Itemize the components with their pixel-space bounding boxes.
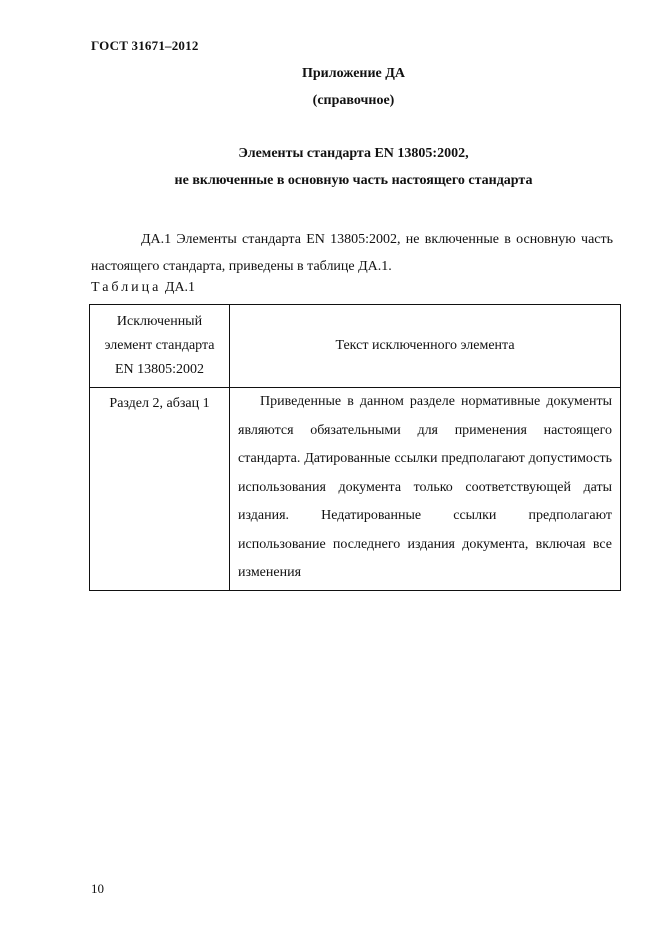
table-header-row [90, 305, 621, 388]
section-heading-line-2: не включенные в основную часть настоящего стандарта [174, 173, 533, 188]
row-element-cell: Раздел 2, абзац 1 [90, 388, 230, 591]
intro-paragraph-text: ДА.1 Элементы стандарта EN 13805:2002, не включенные в основную часть настоящего стандарта, приведены в таблице ДА.1. [91, 232, 613, 274]
table-row [90, 388, 621, 591]
appendix-subtitle: (справочное) [312, 93, 395, 108]
header-col1-line2: элемент стандарта [104, 338, 215, 353]
header-col1-line1: Исключенный [116, 314, 203, 329]
row-text-cell [230, 388, 621, 591]
excluded-elements-table [89, 304, 621, 591]
section-heading-line-1: Элементы стандарта EN 13805:2002, [238, 146, 469, 161]
table-caption-word: Таблица [91, 280, 162, 295]
table-caption-id: ДА.1 [164, 280, 196, 295]
row-text: Приведенные в данном разделе нормативные документы являются обязательными для применения настоящего стандарта. Датированные ссылки предполагают допустимость использования документа только соответствующей даты издания. Недатированные ссылки предполагают использование последнего издания документа, включая все изменения [238, 394, 612, 580]
table-caption [91, 280, 195, 296]
header-col1-line3: EN 13805:2002 [114, 362, 205, 377]
appendix-title: Приложение ДА [301, 66, 406, 81]
header-excluded-text: Текст исключенного элемента [230, 305, 621, 388]
page-number: 10 [91, 881, 104, 896]
intro-paragraph [91, 226, 613, 280]
header-excluded-element [90, 305, 230, 388]
document-code: ГОСТ 31671–2012 [91, 38, 199, 53]
